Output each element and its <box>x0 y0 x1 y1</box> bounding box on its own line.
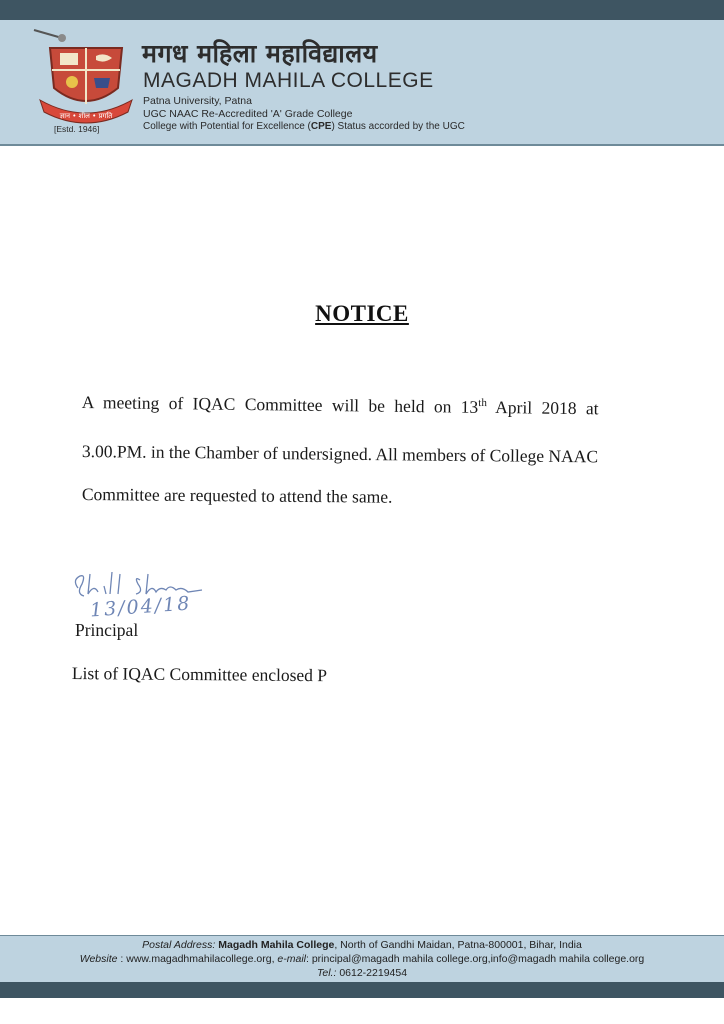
signatory-title: Principal <box>75 620 139 640</box>
telephone-line: Tel.: 0612-2219454 <box>316 967 408 979</box>
established-year: [Estd. 1946] <box>54 124 100 134</box>
letterhead-footer <box>0 935 724 983</box>
cpe-status-line: College with Potential for Excellence (CPE) Status accorded by the UGC <box>143 121 465 132</box>
notice-title: NOTICE <box>315 301 409 326</box>
enclosure-note: List of IQAC Committee enclosed P <box>71 663 328 686</box>
college-name-english: MAGADH MAHILA COLLEGE <box>143 69 434 92</box>
website-email-line: Website : www.magadhmahilacollege.org, e-mail: principal@magadh mahila college.org,info@magadh mahila college.org <box>79 953 645 965</box>
notice-body-line-3: Committee are requested to attend the same. <box>81 484 393 507</box>
college-name-hindi: मगध महिला महाविद्यालय <box>142 39 378 68</box>
letterhead-header <box>0 20 724 146</box>
notice-body-line-1: A meeting of IQAC Committee will be held on 13th April 2018 at <box>81 392 599 419</box>
bottom-dark-band <box>0 982 724 998</box>
svg-text:ज्ञान • शील • प्रगति: ज्ञान • शील • प्रगति <box>59 112 113 120</box>
notice-body-line-2: 3.00.PM. in the Chamber of undersigned. All members of College NAAC <box>81 441 599 467</box>
top-dark-band <box>0 0 724 20</box>
accreditation-line: UGC NAAC Re-Accredited 'A' Grade College <box>143 108 353 120</box>
postal-address: Postal Address: Magadh Mahila College, North of Gandhi Maidan, Patna-800001, Bihar, India <box>142 939 582 951</box>
college-emblem-logo <box>32 22 140 140</box>
signature-date: 13/04/18 <box>89 592 192 622</box>
university-affiliation: Patna University, Patna <box>143 95 252 107</box>
